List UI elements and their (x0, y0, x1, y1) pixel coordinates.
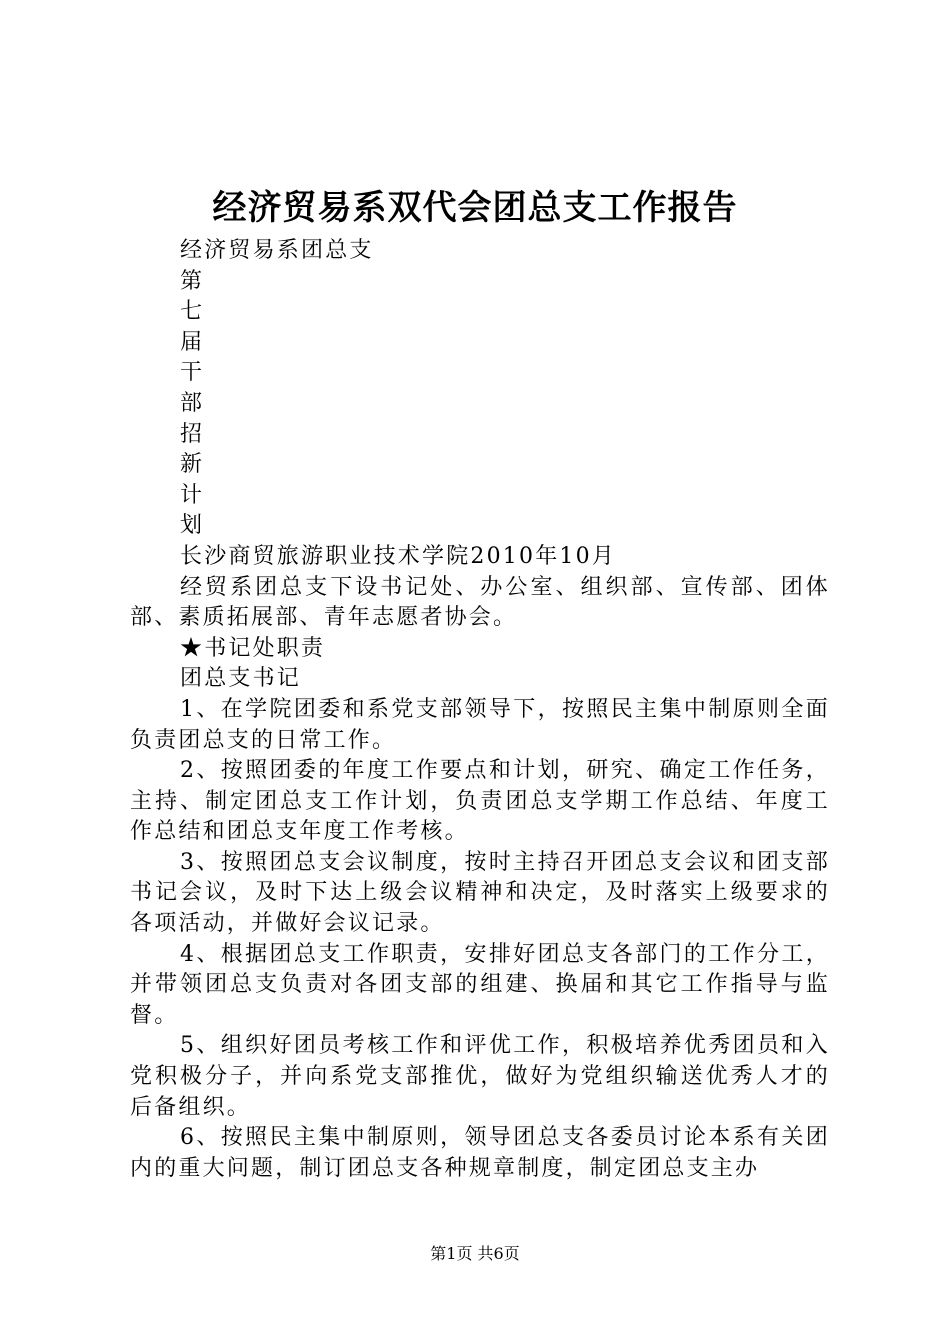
duty-item: 2、按照团委的年度工作要点和计划，研究、确定工作任务，主持、制定团总支工作计划，负责团总支学期工作总结、年度工作总结和团总支年度工作考核。 (130, 758, 830, 845)
vertical-char: 干 (180, 360, 205, 386)
vertical-char: 部 (180, 390, 205, 416)
duty-item: 5、组织好团员考核工作和评优工作，积极培养优秀团员和入党积极分子，并向系党支部推优，做好为党组织输送优秀人才的后备组织。 (130, 1033, 830, 1120)
vertical-char: 划 (180, 513, 205, 539)
vertical-char: 届 (180, 329, 205, 355)
vertical-char: 新 (180, 452, 205, 478)
vertical-char: 第 (180, 268, 205, 294)
document-title: 经济贸易系双代会团总支工作报告 (212, 188, 738, 228)
duty-item: 1、在学院团委和系党支部领导下，按照民主集中制原则全面负责团总支的日常工作。 (130, 696, 830, 753)
org-name: 经济贸易系团总支 (180, 238, 374, 263)
duty-item: 6、按照民主集中制原则，领导团总支各委员讨论本系有关团内的重大问题，制订团总支各种规章制度，制定团总支主办 (130, 1125, 830, 1181)
page-footer: 第1页 共6页 (430, 1244, 520, 1263)
section-heading: ★书记处职责 (180, 635, 326, 661)
vertical-char: 招 (180, 421, 205, 447)
sub-heading: 团总支书记 (180, 666, 302, 692)
duty-item: 4、根据团总支工作职责，安排好团总支各部门的工作分工，并带领团总支负责对各团支部的组建、换届和其它工作指导与监督。 (130, 941, 830, 1028)
document-body (130, 236, 830, 1184)
intro-paragraph: 经贸系团总支下设书记处、办公室、组织部、宣传部、团体部、素质拓展部、青年志愿者协会。 (130, 574, 830, 631)
vertical-char: 七 (180, 299, 205, 325)
duty-item: 3、按照团总支会议制度，按时主持召开团总支会议和团支部书记会议，及时下达上级会议精神和决定，及时落实上级要求的各项活动，并做好会议记录。 (130, 849, 830, 937)
vertical-char: 计 (180, 482, 205, 508)
school-date: 长沙商贸旅游职业技术学院2010年10月 (180, 543, 616, 569)
